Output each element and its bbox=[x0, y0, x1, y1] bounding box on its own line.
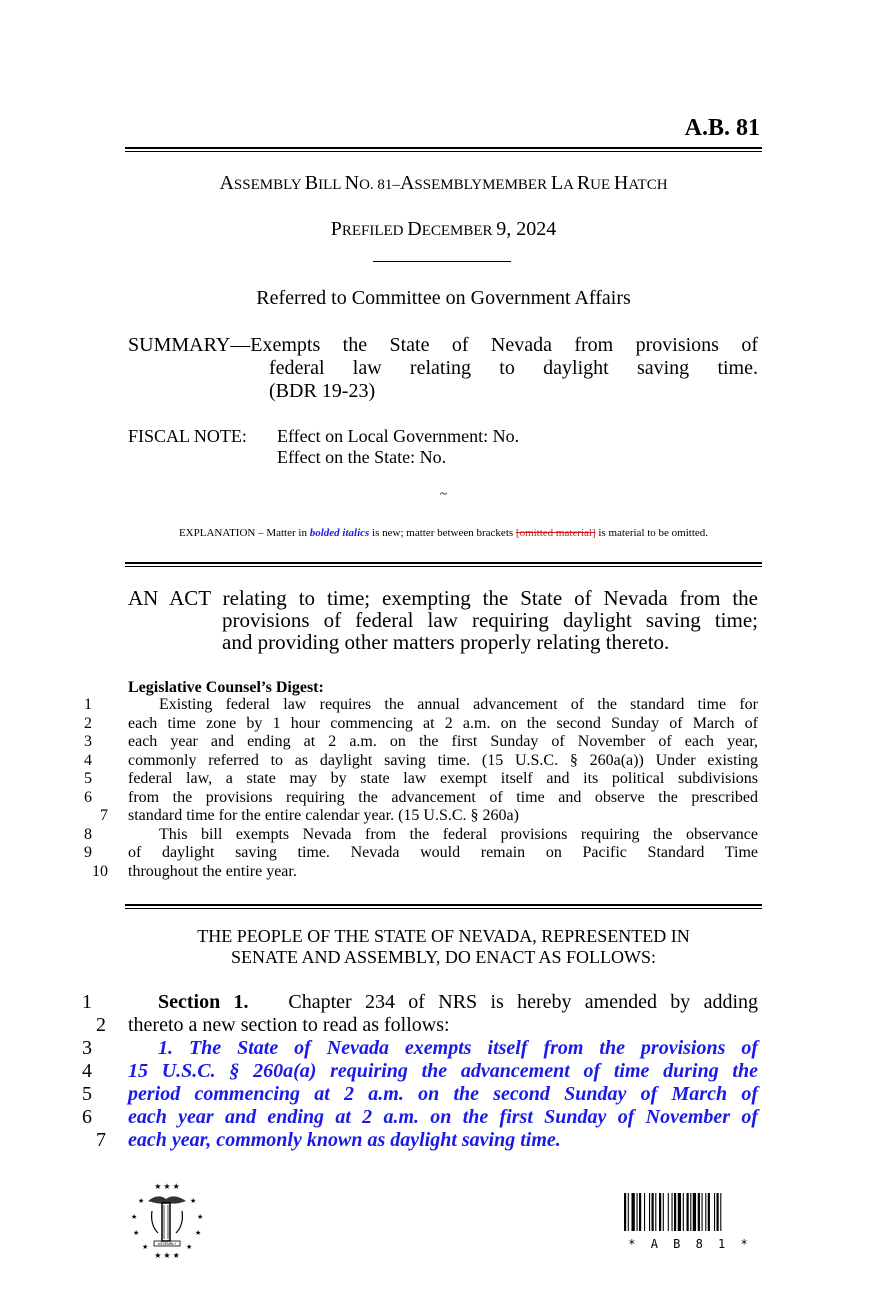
barcode-bar bbox=[663, 1193, 664, 1231]
barcode-bar bbox=[705, 1193, 706, 1231]
line-number: 3 bbox=[84, 733, 92, 750]
fiscal-state: Effect on the State: No. bbox=[277, 447, 447, 467]
svg-text:★ ★ ★: ★ ★ ★ bbox=[154, 1182, 180, 1191]
digest-line: 8 This bill exempts Nevada from the federal provisions requiring the observance bbox=[84, 825, 758, 843]
bill-line-new: 6 each year and ending at 2 a.m. on the first Sunday of November of bbox=[82, 1106, 758, 1128]
bill-title: ASSEMBLY BILL NO. 81–ASSEMBLYMEMBER LA RUE HATCH bbox=[219, 172, 668, 194]
svg-text:★: ★ bbox=[195, 1229, 202, 1237]
assembly-seal bbox=[128, 1181, 206, 1259]
line-number: 2 bbox=[96, 1014, 106, 1036]
barcode-bar bbox=[655, 1193, 656, 1231]
digest-line: 1 Existing federal law requires the annual advancement of the standard time for bbox=[84, 696, 758, 713]
digest-line: 10 throughout the entire year. bbox=[128, 863, 758, 882]
line-number: 5 bbox=[84, 770, 92, 787]
line-number: 1 bbox=[84, 696, 92, 713]
svg-text:★: ★ bbox=[133, 1229, 140, 1237]
barcode-bar bbox=[652, 1193, 654, 1231]
barcode-bar bbox=[678, 1193, 681, 1231]
svg-text:★: ★ bbox=[190, 1197, 197, 1205]
svg-text:★: ★ bbox=[186, 1243, 193, 1251]
barcode-bar bbox=[714, 1193, 715, 1231]
barcode-bar bbox=[683, 1193, 684, 1231]
bill-number: A.B. 81 bbox=[684, 115, 760, 141]
line-number: 6 bbox=[82, 1106, 92, 1128]
referral-line: Referred to Committee on Government Affairs bbox=[256, 287, 631, 309]
barcode-bar bbox=[628, 1193, 629, 1231]
digest-line: 3 each year and ending at 2 a.m. on the first Sunday of November of each year, bbox=[84, 733, 758, 750]
barcode-bar bbox=[624, 1193, 626, 1231]
barcode-bars bbox=[624, 1193, 756, 1231]
barcode-bar bbox=[693, 1193, 696, 1231]
enacting-clause: THE PEOPLE OF THE STATE OF NEVADA, REPRESENTED IN SENATE AND ASSEMBLY, DO ENACT AS FOLLOWS: bbox=[197, 926, 690, 967]
barcode-bar bbox=[639, 1193, 641, 1231]
act-line-2: provisions of federal law requiring daylight saving time; bbox=[222, 608, 758, 632]
header-rule bbox=[125, 147, 762, 152]
barcode-bar bbox=[708, 1193, 710, 1231]
barcode-bar bbox=[672, 1193, 673, 1231]
bill-line: 2 thereto a new section to read as follows: bbox=[128, 1014, 758, 1037]
summary-line-3: (BDR 19-23) bbox=[269, 380, 376, 402]
line-number: 8 bbox=[84, 825, 92, 843]
prefiled-date: PREFILED DECEMBER 9, 2024 bbox=[330, 218, 557, 240]
summary-line-1: SUMMARY—Exempts the State of Nevada from provisions of bbox=[128, 334, 758, 356]
digest-line: 9 of daylight saving time. Nevada would remain on Pacific Standard Time bbox=[84, 844, 758, 861]
barcode-bar bbox=[659, 1193, 661, 1231]
svg-text:★: ★ bbox=[142, 1243, 149, 1251]
tilde-separator: ~ bbox=[439, 487, 448, 502]
bill-line: 1 Section 1. Chapter 234 of NRS is hereby amended by adding bbox=[82, 991, 759, 1013]
barcode-bar bbox=[720, 1193, 721, 1231]
title-separator bbox=[373, 261, 511, 262]
barcode-bar bbox=[717, 1193, 719, 1231]
svg-text:★: ★ bbox=[197, 1213, 204, 1221]
line-number: 5 bbox=[82, 1083, 92, 1105]
line-number: 2 bbox=[84, 714, 92, 732]
fiscal-local: Effect on Local Government: No. bbox=[277, 426, 520, 446]
act-line-1: AN ACT relating to time; exempting the State of Nevada from the bbox=[128, 586, 758, 610]
bill-line-new: 5 period commencing at 2 a.m. on the second Sunday of March of bbox=[82, 1083, 758, 1105]
line-number: 7 bbox=[96, 1129, 106, 1151]
bill-line-new: 3 1. The State of Nevada exempts itself from the provisions of bbox=[82, 1037, 758, 1059]
summary-line-2: federal law relating to daylight saving time. bbox=[269, 357, 758, 379]
barcode-bar bbox=[632, 1193, 635, 1231]
line-number: 9 bbox=[84, 844, 92, 861]
act-rule bbox=[125, 562, 762, 567]
digest-line: 5 federal law, a state may by state law exempt itself and its political subdivisions bbox=[84, 770, 758, 787]
bill-line-new: 4 15 U.S.C. § 260a(a) requiring the advancement of time during the bbox=[82, 1060, 758, 1082]
barcode-bar bbox=[698, 1193, 700, 1231]
line-number: 7 bbox=[100, 807, 108, 824]
barcode-bar bbox=[668, 1193, 669, 1231]
svg-text:★ ★ ★: ★ ★ ★ bbox=[154, 1251, 180, 1259]
barcode-bar bbox=[687, 1193, 689, 1231]
svg-text:ASSEMBLY: ASSEMBLY bbox=[157, 1242, 177, 1246]
digest-line: 4 commonly referred to as daylight saving time. (15 U.S.C. § 260a(a)) Under existing bbox=[84, 751, 758, 769]
bill-line-new: 7 each year, commonly known as daylight saving time. bbox=[128, 1129, 758, 1152]
barcode-bar bbox=[674, 1193, 676, 1231]
line-number: 4 bbox=[82, 1060, 92, 1082]
line-number: 3 bbox=[82, 1037, 92, 1059]
line-number: 6 bbox=[84, 788, 92, 806]
barcode-bar bbox=[637, 1193, 638, 1231]
digest-heading: Legislative Counsel’s Digest: bbox=[128, 679, 324, 696]
fiscal-label: FISCAL NOTE: bbox=[128, 426, 247, 446]
svg-text:★: ★ bbox=[131, 1213, 138, 1221]
line-number: 1 bbox=[82, 991, 92, 1013]
barcode-label: * A B 8 1 * bbox=[628, 1237, 752, 1251]
barcode-bar bbox=[644, 1193, 645, 1231]
digest-line: 6 from the provisions requiring the advancement of time and observe the prescribed bbox=[84, 788, 758, 806]
act-line-3: and providing other matters properly relating thereto. bbox=[222, 630, 670, 654]
line-number: 10 bbox=[92, 862, 108, 880]
barcode bbox=[624, 1193, 756, 1251]
barcode-bar bbox=[690, 1193, 691, 1231]
barcode-bar bbox=[649, 1193, 650, 1231]
barcode-bar bbox=[702, 1193, 703, 1231]
section-label: Section 1. bbox=[158, 991, 249, 1013]
line-number: 4 bbox=[84, 751, 92, 769]
digest-line: 2 each time zone by 1 hour commencing at 2 a.m. on the second Sunday of March of bbox=[84, 714, 758, 732]
explanation-note: EXPLANATION – Matter in bolded italics is new; matter between brackets [omitted material] is material to be omitted. bbox=[178, 527, 709, 539]
enacting-rule bbox=[125, 904, 762, 909]
svg-text:★: ★ bbox=[138, 1197, 145, 1205]
digest-line: 7 standard time for the entire calendar year. (15 U.S.C. § 260a) bbox=[128, 807, 758, 826]
